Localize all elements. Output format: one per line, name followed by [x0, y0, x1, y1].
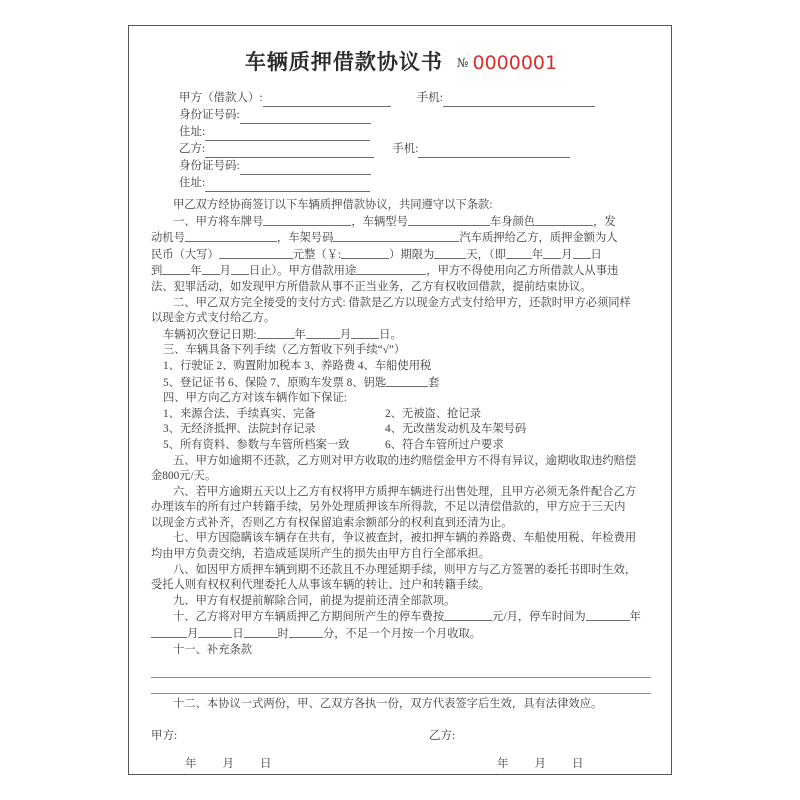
clause-two-line2: 以现金方式支付给乙方。	[151, 312, 276, 325]
clause-ten-text-d: 月	[187, 628, 199, 641]
guarantee-item-3: 3、无经济抵押、法院封存记录	[163, 423, 316, 436]
page-title: 车辆质押借款协议书	[244, 49, 443, 74]
clause-one-text-k: 天，（即	[466, 248, 506, 261]
reg-day-unit: 日。	[379, 328, 402, 341]
clause-one-text-m: 月	[561, 248, 573, 261]
field-row-party-a-address	[151, 124, 651, 141]
signature-block	[151, 727, 651, 771]
clause-one-text-q: 月	[219, 265, 231, 278]
guarantee-row	[151, 438, 651, 454]
clause-one-text-e: 动机号	[151, 232, 185, 245]
field-row-party-a-name	[151, 90, 651, 107]
party-b-address-input[interactable]	[205, 179, 370, 192]
clause-one-text-j: ）期限为	[389, 248, 435, 261]
end-year-input[interactable]	[162, 263, 190, 275]
clause-one-text-f: ，车架号码	[276, 232, 334, 245]
guarantee-row	[151, 407, 651, 423]
party-a-address-input[interactable]	[205, 128, 370, 141]
party-b-phone-label: 手机:	[392, 143, 419, 155]
supplementary-input-line-2[interactable]	[151, 678, 651, 694]
contract-body	[151, 198, 651, 713]
clause-eight-line2: 受托人则有权权利代理委托人从事该车辆的转让、过户和转籍手续。	[151, 579, 490, 592]
amount-digits-input[interactable]	[341, 247, 389, 259]
signature-name-row	[151, 727, 651, 743]
clause-ten-line1	[151, 609, 651, 626]
field-row-party-a-id	[151, 107, 651, 124]
vehicle-model-input[interactable]	[408, 214, 490, 226]
clause-one-text-g: 汽车质押给乙方，质押金额为人	[459, 232, 618, 245]
registration-date-row	[151, 327, 651, 344]
party-a-address-label: 住址:	[179, 126, 206, 138]
parking-month-input[interactable]	[151, 626, 187, 638]
start-year-input[interactable]	[506, 247, 532, 259]
start-month-input[interactable]	[543, 247, 561, 259]
clause-one-text-b: ，车辆型号	[351, 215, 408, 228]
reg-year-unit: 年	[294, 328, 306, 341]
clause-three-title: 三、车辆具备下列手续（乙方暂收下列手续“√”）	[163, 344, 406, 357]
end-day-input[interactable]	[231, 263, 249, 275]
parking-minute-input[interactable]	[289, 626, 323, 638]
field-row-party-b-name	[151, 141, 651, 158]
reg-day-input[interactable]	[351, 327, 379, 339]
party-b-signature-label: 乙方:	[429, 729, 456, 742]
party-b-id-label: 身份证号码:	[179, 160, 240, 172]
amount-words-input[interactable]	[219, 247, 293, 259]
party-a-date-year: 年	[185, 757, 197, 770]
clause-one-text-a: 一、甲方将车牌号	[173, 215, 264, 228]
clause-eight-line1: 八、如因甲方质押车辆到期不还款且不办理延期手续，则甲方与乙方签署的委托书即时生效，	[173, 563, 637, 576]
loan-purpose-input[interactable]	[356, 263, 426, 275]
party-b-label: 乙方:	[179, 143, 206, 155]
clause-nine: 九、甲方有权提前解除合同，前提为提前还清全部款项。	[173, 594, 456, 607]
clause-four-title: 四、甲方向乙方对该车辆作如下保证:	[163, 392, 347, 405]
clause-seven-line2: 均由甲方负责交纳，若造成延误所产生的损失由甲方自行全部承担。	[151, 548, 490, 561]
key-count-unit: 套	[428, 376, 440, 389]
clause-ten-text-c: 年	[629, 611, 641, 624]
field-row-party-b-address	[151, 175, 651, 192]
guarantee-item-2: 2、无被盗、抢记录	[385, 407, 482, 420]
contract-content	[151, 26, 651, 776]
vin-number-input[interactable]	[333, 230, 459, 242]
party-a-phone-input[interactable]	[443, 94, 595, 107]
party-fields	[151, 90, 651, 192]
clause-five-line1: 五、甲方如逾期不还款，乙方则对甲方收取的违约赔偿金甲方不得有异议，逾期收取违约赔偿	[173, 454, 637, 467]
party-a-signature-label: 甲方:	[151, 729, 178, 742]
party-a-name-input[interactable]	[263, 94, 391, 107]
clause-six-line1: 六、若甲方逾期五天以上乙方有权将甲方质押车辆进行出售处理，且甲方必须无条件配合乙方	[173, 485, 637, 498]
plate-number-input[interactable]	[263, 214, 351, 226]
clause-twelve: 十二、本协议一式两份，甲、乙双方各执一份，双方代表签字后生效，具有法律效应。	[173, 698, 603, 711]
guarantee-row	[151, 422, 651, 438]
clause-five-line2: 金800元/天。	[151, 470, 217, 483]
vehicle-color-input[interactable]	[535, 214, 593, 226]
clause-one-line4	[151, 263, 651, 280]
clause-one-text-r: 日止）。甲方借款用途	[248, 265, 357, 278]
guarantee-item-4: 4、无改凿发动机及车架号码	[385, 423, 527, 436]
clause-ten-line2	[151, 626, 651, 643]
serial-number-value: 0000001	[472, 52, 558, 74]
clause-one-text-p: 年	[190, 265, 202, 278]
reg-month-unit: 月	[339, 328, 352, 341]
party-a-date-day: 日	[260, 757, 272, 770]
party-a-phone-label: 手机:	[416, 92, 443, 104]
preamble: 甲乙双方经协商签订以下车辆质押借款协议，共同遵守以下条款:	[173, 199, 493, 211]
clause-one-text-l: 年	[531, 248, 544, 261]
parking-hour-input[interactable]	[244, 626, 278, 638]
guarantee-item-1: 1、来源合法、手续真实、完备	[163, 407, 316, 420]
clause-six-line3: 以现金方式补齐，否则乙方有权保留追索余额部分的权利直到还清为止。	[151, 516, 513, 529]
clause-one-line5: 法、犯罪活动，如发现甲方所借款从事不正当业务，乙方有权收回借款，提前结束协议。	[151, 280, 592, 293]
party-b-name-input[interactable]	[205, 145, 374, 158]
party-a-date	[151, 755, 463, 771]
clause-ten-text-a: 十、乙方将对甲方车辆质押乙方期间所产生的停车费按	[173, 611, 445, 624]
party-b-address-label: 住址:	[179, 177, 206, 189]
supplementary-input-line-1[interactable]	[151, 662, 651, 678]
clause-one-text-i: 元整（￥:	[292, 248, 342, 261]
party-a-id-input[interactable]	[240, 111, 371, 124]
party-b-phone-input[interactable]	[418, 145, 570, 158]
clause-two-line1: 二、甲乙双方完全接受的支付方式: 借款是乙方以现金方式支付给甲方，还款时甲方必须同样	[173, 296, 631, 309]
party-a-id-label: 身份证号码:	[179, 109, 240, 121]
clause-one-text-o: 到	[151, 265, 163, 278]
clause-one-text-c: 车身颜色	[489, 215, 536, 228]
start-day-input[interactable]	[573, 247, 591, 259]
clause-ten-text-g: 分，不足一个月按一个月收取。	[322, 628, 482, 641]
party-a-label: 甲方（借款人）:	[179, 92, 263, 104]
numero-icon: №	[456, 56, 469, 70]
party-b-date-year: 年	[497, 757, 509, 770]
clause-ten-text-f: 时	[277, 628, 289, 641]
clause-eleven-title: 十一、补充条款	[173, 643, 253, 656]
clause-one-text-s: ，甲方不得使用向乙方所借款人从事违	[426, 265, 619, 278]
clause-one-line1	[151, 214, 651, 231]
parking-fee-input[interactable]	[444, 609, 492, 621]
contract-page	[128, 25, 672, 775]
engine-number-input[interactable]	[185, 230, 277, 242]
clause-seven-line1: 七、甲方因隐瞒该车辆存在共有，争议被查封，被扣押车辆的养路费、车船使用税、年检费用	[173, 532, 637, 545]
term-days-input[interactable]	[434, 247, 466, 259]
clause-six-line2: 办理该车的所有过户转籍手续，另外处理质押该车所得款，不足以清偿借款的，甲方应于三天内	[151, 501, 626, 514]
clause-three-items-text: 5、登记证书 6、保险 7、原购车发票 8、钥匙	[163, 376, 387, 389]
clause-ten-text-e: 日	[232, 628, 244, 641]
signature-date-row	[151, 755, 651, 771]
guarantee-item-5: 5、所有资料、参数与车管所档案一致	[163, 438, 350, 451]
reg-year-input[interactable]	[257, 327, 295, 339]
title-row	[151, 46, 651, 76]
key-count-input[interactable]	[386, 375, 428, 387]
parking-day-input[interactable]	[198, 626, 232, 638]
party-b-date-month: 月	[534, 757, 546, 770]
clause-one-text-h: 民币（大写）	[151, 248, 219, 261]
party-b-id-input[interactable]	[240, 162, 371, 175]
clause-ten-text-b: 元/月，停车时间为	[492, 611, 586, 624]
clause-one-line2	[151, 230, 651, 247]
clause-one-text-d: ，发	[593, 215, 616, 228]
party-a-date-month: 月	[222, 757, 234, 770]
clause-three-items-line1: 1、行驶证 2、购置附加税本 3、养路费 4、车船使用税	[163, 359, 432, 372]
parking-year-input[interactable]	[586, 609, 630, 621]
clause-one-text-n: 日	[590, 248, 602, 261]
registration-date-label: 车辆初次登记日期:	[163, 328, 257, 341]
supplementary-lines	[151, 662, 651, 694]
clause-three-items-line2	[151, 375, 651, 392]
end-month-input[interactable]	[202, 263, 220, 275]
field-row-party-b-id	[151, 158, 651, 175]
clause-one-line3	[151, 247, 651, 264]
party-b-date	[463, 755, 651, 771]
party-b-date-day: 日	[572, 757, 584, 770]
guarantee-item-6: 6、符合车管所过户要求	[385, 438, 504, 451]
serial-number-group	[457, 52, 557, 74]
reg-month-input[interactable]	[306, 327, 340, 339]
